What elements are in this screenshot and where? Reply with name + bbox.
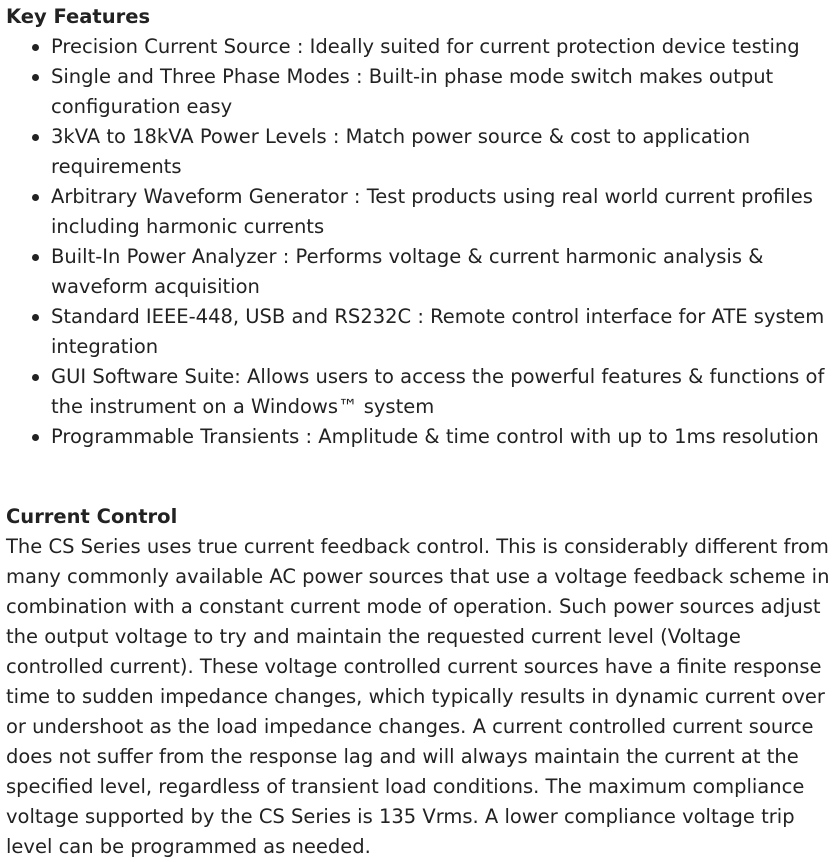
bullet-icon [32, 314, 39, 321]
section-spacer [6, 452, 832, 502]
feature-list-item [51, 242, 832, 302]
feature-list-item [51, 122, 832, 182]
bullet-icon [32, 374, 39, 381]
current-control-section [6, 502, 832, 862]
feature-list-item [51, 182, 832, 242]
feature-text: Standard IEEE-448, USB and RS232C : Remote control interface for ATE system integration [51, 305, 825, 358]
feature-text: Single and Three Phase Modes : Built-in phase mode switch makes output configuration easy [51, 65, 774, 118]
feature-list-item [51, 362, 832, 422]
key-features-section [6, 2, 832, 452]
feature-list-item [51, 302, 832, 362]
feature-list-item [51, 422, 832, 452]
bullet-icon [32, 434, 39, 441]
feature-text: GUI Software Suite: Allows users to access the powerful features & functions of the instrument on a Windows™ system [51, 365, 825, 418]
bullet-icon [32, 194, 39, 201]
feature-text: Arbitrary Waveform Generator : Test products using real world current profiles including harmonic currents [51, 185, 813, 238]
bullet-icon [32, 74, 39, 81]
bullet-icon [32, 134, 39, 141]
bullet-icon [32, 44, 39, 51]
feature-text: Programmable Transients : Amplitude & time control with up to 1ms resolution [51, 425, 819, 448]
current-control-paragraph: The CS Series uses true current feedback control. This is considerably different from many commonly available AC power sources that use a voltage feedback scheme in combination with a constant current mode of operation. Such power sources adjust the output voltage to try and maintain the requested current level (Voltage controlled current). These voltage controlled current sources have a finite response time to sudden impedance changes, which typically results in dynamic current over or undershoot as the load impedance changes. A current controlled current source does not suffer from the response lag and will always maintain the current at the specified level, regardless of transient load conditions. The maximum compliance voltage supported by the CS Series is 135 Vrms. A lower compliance voltage trip level can be programmed as needed. [6, 535, 830, 858]
key-features-heading: Key Features [6, 5, 151, 28]
current-control-heading: Current Control [6, 505, 178, 528]
feature-list-item [51, 62, 832, 122]
bullet-icon [32, 254, 39, 261]
feature-text: 3kVA to 18kVA Power Levels : Match power source & cost to application requirements [51, 125, 751, 178]
feature-text: Built-In Power Analyzer : Performs voltage & current harmonic analysis & waveform acquisition [51, 245, 764, 298]
feature-text: Precision Current Source : Ideally suited for current protection device testing [51, 35, 800, 58]
feature-list-item [51, 32, 832, 62]
feature-list [6, 32, 832, 452]
